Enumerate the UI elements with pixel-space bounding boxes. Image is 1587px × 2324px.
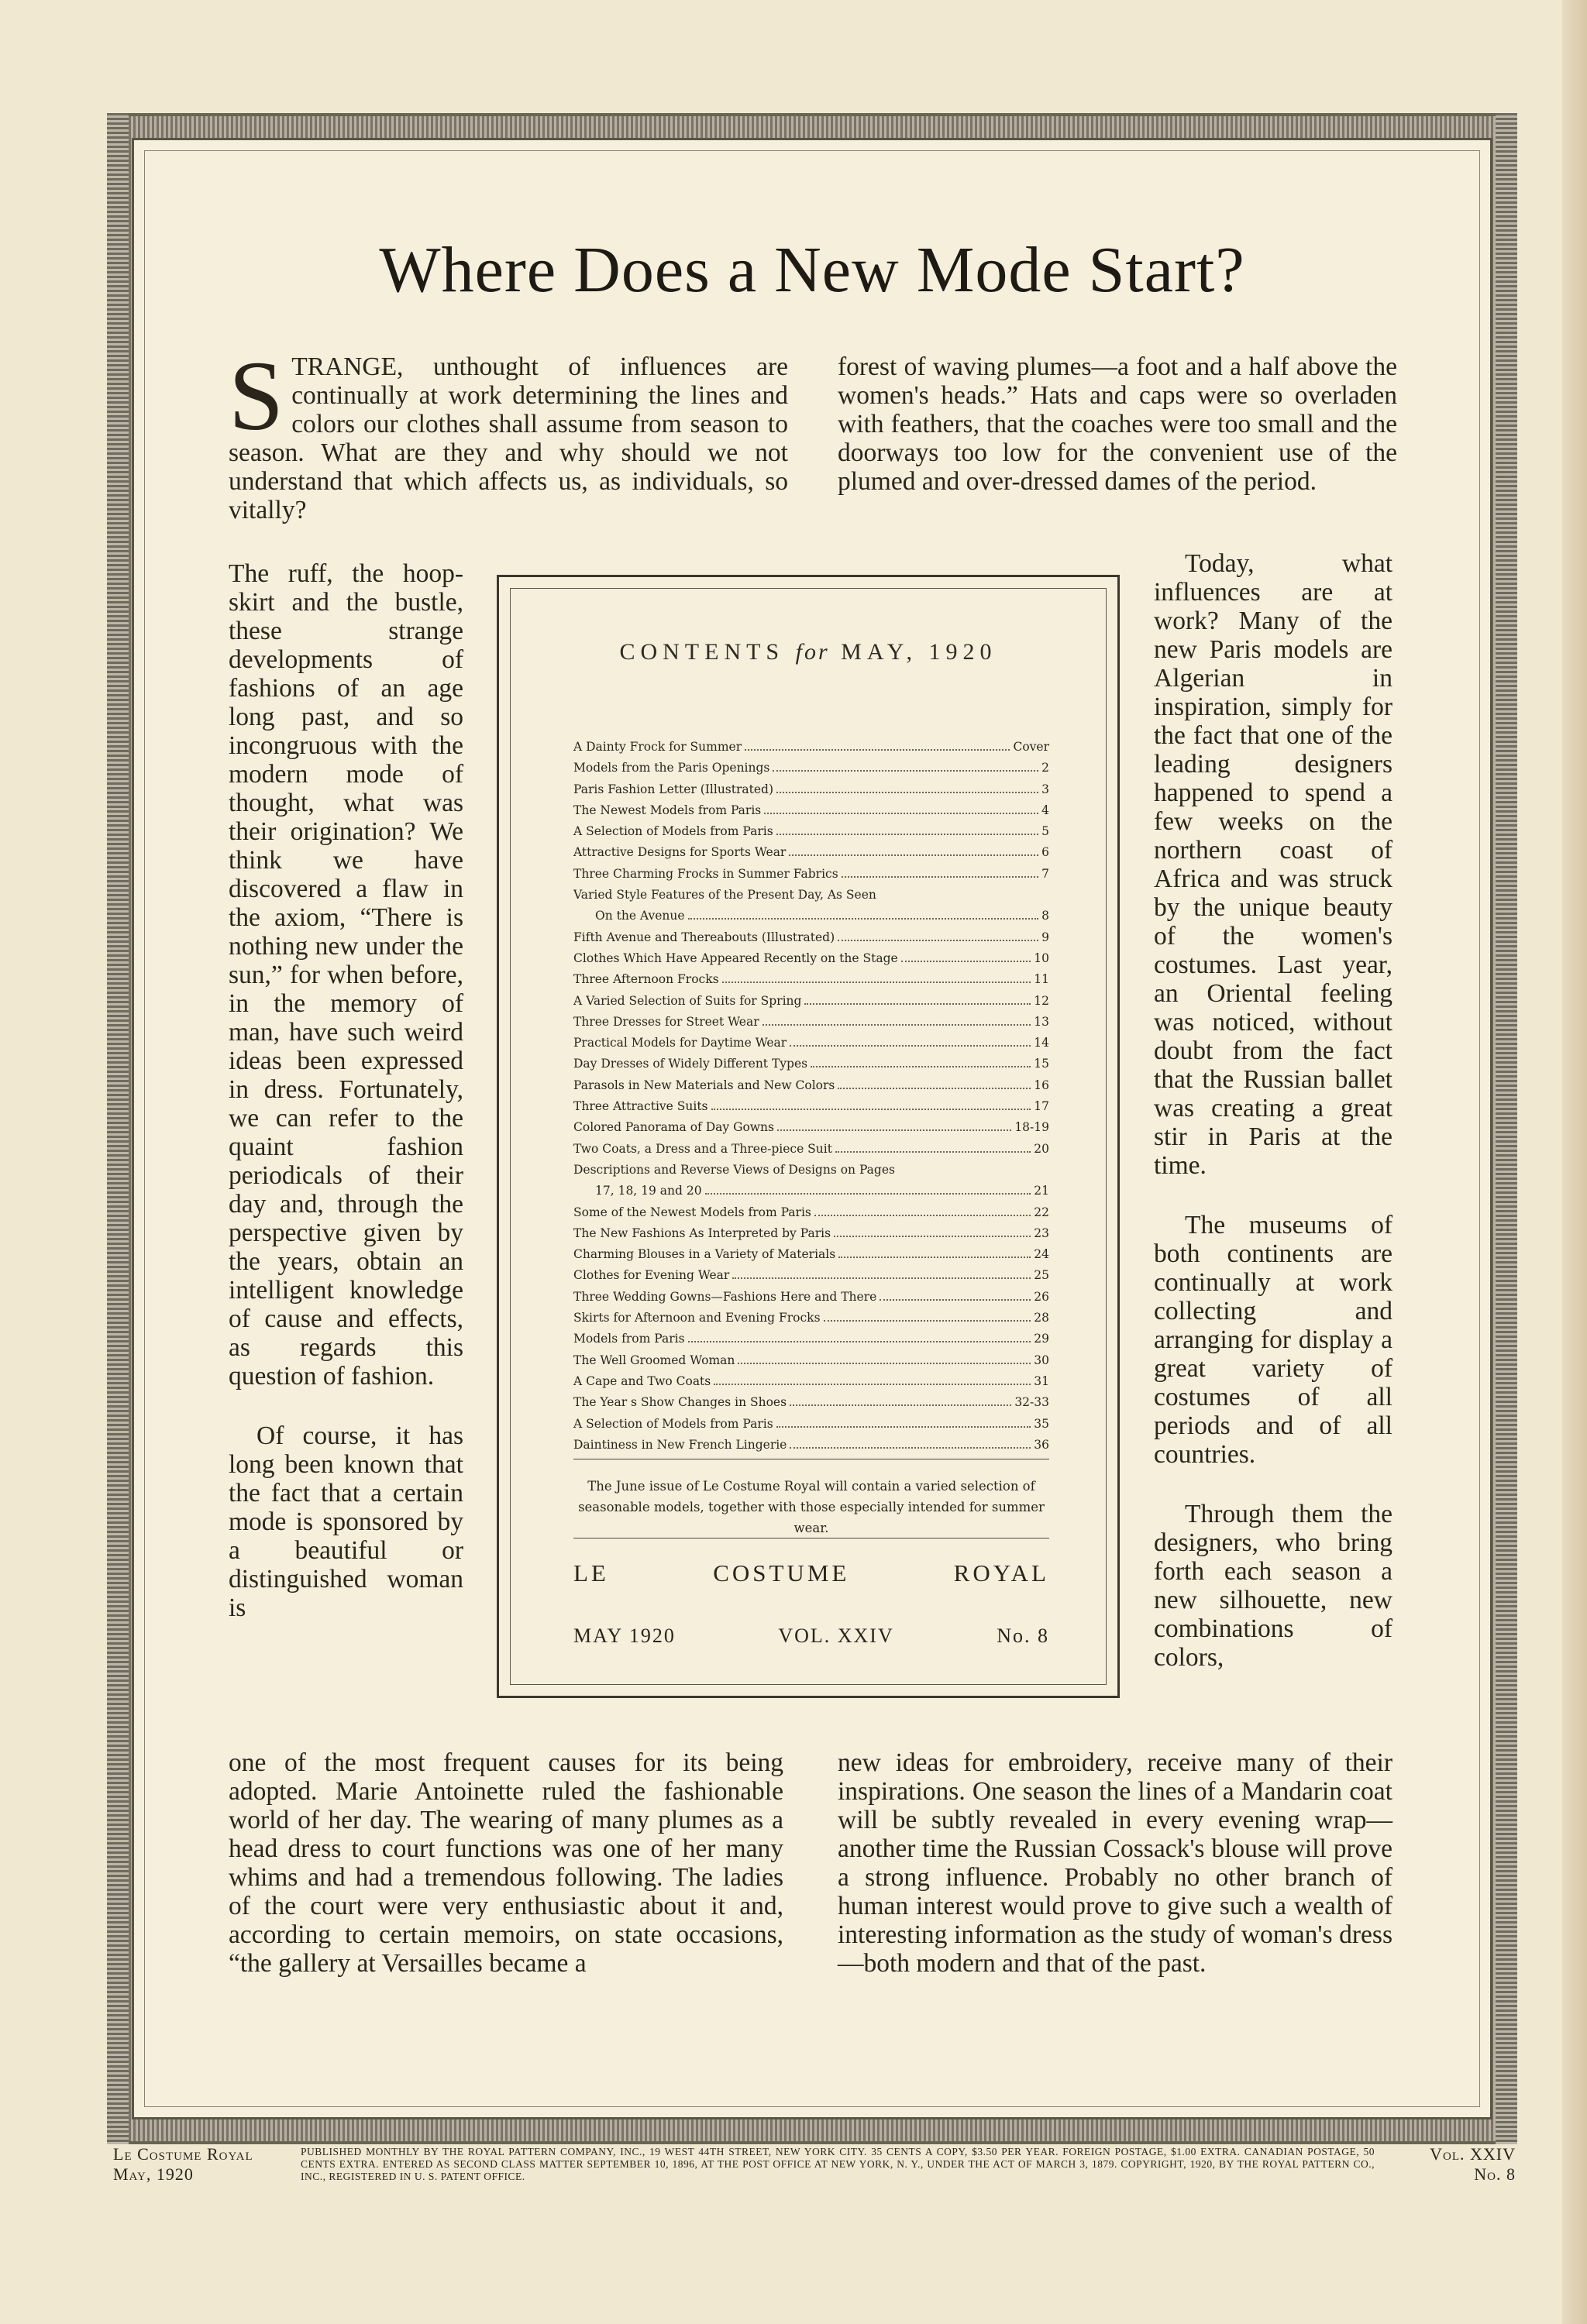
contents-item-title: Varied Style Features of the Present Day, As Seen <box>573 888 876 902</box>
contents-item-page: 25 <box>1034 1268 1049 1283</box>
contents-item-title: The Year s Show Changes in Shoes <box>573 1395 787 1410</box>
footer-date: May, 1920 <box>113 2164 194 2184</box>
contents-item-page: 35 <box>1034 1416 1049 1431</box>
contents-item-page: 4 <box>1041 803 1049 817</box>
contents-item-page: 5 <box>1041 824 1049 839</box>
contents-item <box>573 1353 1049 1374</box>
dot-leader <box>688 1333 1031 1342</box>
contents-item-title-cont: On the Avenue <box>595 909 685 923</box>
contents-item-title: Three Wedding Gowns—Fashions Here and There <box>573 1289 877 1304</box>
contents-item-page: 11 <box>1034 972 1049 987</box>
dot-leader <box>804 995 1031 1005</box>
contents-item-page: 32-33 <box>1014 1395 1049 1410</box>
issue-date: MAY 1920 <box>573 1624 676 1647</box>
dot-leader <box>880 1291 1031 1301</box>
contents-item-page: 20 <box>1034 1141 1049 1156</box>
dot-leader <box>776 1418 1031 1428</box>
dot-leader <box>790 1397 1011 1406</box>
contents-item-title: Practical Models for Daytime Wear <box>573 1036 787 1050</box>
intro-paragraph-right <box>838 352 1397 496</box>
contents-item <box>573 930 1049 951</box>
contents-item <box>573 1120 1049 1141</box>
contents-item-title: Charming Blouses in a Variety of Materials <box>573 1247 836 1262</box>
contents-item-page: 22 <box>1034 1205 1049 1219</box>
contents-item-title: A Selection of Models from Paris <box>573 824 773 839</box>
contents-item <box>573 888 1049 930</box>
contents-item-title: Fifth Avenue and Thereabouts (Illustrated) <box>573 930 835 944</box>
contents-item-title-cont: 17, 18, 19 and 20 <box>595 1184 702 1198</box>
contents-item <box>573 1395 1049 1416</box>
footer-masthead <box>113 2144 253 2185</box>
contents-item-title: Skirts for Afternoon and Evening Frocks <box>573 1311 821 1325</box>
contents-item-title: Three Charming Frocks in Summer Fabrics <box>573 866 838 881</box>
contents-item <box>573 1163 1049 1205</box>
contents-item <box>573 1142 1049 1163</box>
contents-item <box>573 824 1049 845</box>
contents-item <box>573 1268 1049 1289</box>
page-footer <box>0 2144 1587 2229</box>
contents-item-page: 18-19 <box>1014 1120 1049 1135</box>
decorative-border-right <box>1496 113 1517 2144</box>
contents-item-title: The New Fashions As Interpreted by Paris <box>573 1226 831 1240</box>
contents-item-page: 23 <box>1034 1226 1049 1240</box>
issue-volume: VOL. XXIV <box>778 1624 894 1647</box>
brand-word: COSTUME <box>713 1559 850 1587</box>
contents-item-page: 24 <box>1034 1247 1049 1262</box>
contents-item-page: 14 <box>1034 1036 1049 1050</box>
contents-item <box>573 1078 1049 1099</box>
bottom-right-column <box>838 1748 1392 1978</box>
dot-leader <box>835 1143 1031 1153</box>
contents-item <box>573 1099 1049 1120</box>
dot-leader <box>838 932 1038 941</box>
dot-leader <box>901 953 1031 962</box>
issue-number: No. 8 <box>997 1624 1049 1647</box>
contents-item-title: Clothes for Evening Wear <box>573 1268 730 1283</box>
dot-leader <box>824 1312 1031 1322</box>
contents-item-title: The Newest Models from Paris <box>573 803 762 817</box>
contents-item <box>573 994 1049 1015</box>
contents-item <box>573 1015 1049 1036</box>
dot-leader <box>790 1439 1031 1449</box>
right-paragraph-3: Through them the designers, who bring forth each season a new silhouette, new combinations of colors, <box>1154 1500 1392 1672</box>
footer-no: No. 8 <box>1474 2164 1516 2184</box>
contents-item <box>573 782 1049 803</box>
contents-item-page: 7 <box>1041 866 1049 881</box>
dot-leader <box>811 1058 1031 1067</box>
contents-item-page: 31 <box>1034 1373 1049 1388</box>
dot-leader <box>838 1080 1031 1089</box>
contents-heading <box>499 639 1117 665</box>
contents-item-title: Paris Fashion Letter (Illustrated) <box>573 782 774 796</box>
contents-item-page: 16 <box>1034 1078 1049 1092</box>
dot-leader <box>714 1376 1031 1385</box>
dot-leader <box>814 1207 1031 1216</box>
contents-item <box>573 1226 1049 1247</box>
bottom-left-column <box>229 1748 783 1978</box>
contents-item <box>573 972 1049 993</box>
contents-item-title: A Dainty Frock for Summer <box>573 740 742 754</box>
contents-item-page: 26 <box>1034 1289 1049 1304</box>
contents-item-page: 9 <box>1041 930 1049 944</box>
dot-leader <box>842 868 1038 878</box>
dot-leader <box>838 1249 1031 1258</box>
bottom-left-text: one of the most frequent causes for its being adopted. Marie Antoinette ruled the fashionable world of her day. The wearing of many plumes as a head dress to court functions was one of her many whims and had a tremendous following. The ladies of the court were very enthusiastic about it and, according to certain memoirs, on state occasions, “the gallery at Versailles became a <box>229 1748 783 1978</box>
contents-item-page: 3 <box>1041 782 1049 796</box>
dot-leader <box>777 1122 1011 1131</box>
page-spine <box>1562 0 1587 2324</box>
bottom-right-text: new ideas for embroidery, receive many of their inspirations. One season the lines of a Mandarin coat will be subtly revealed in every evening wrap—another time the Russian Cossack's blouse will prove a strong influence. Probably no other branch of human interest would prove to give such a wealth of interesting information as the study of woman's dress—both modern and that of the past. <box>838 1748 1392 1978</box>
contents-item-title: Daintiness in New French Lingerie <box>573 1437 787 1452</box>
contents-item-page: 17 <box>1034 1099 1049 1114</box>
footer-volume <box>1430 2144 1516 2185</box>
contents-item <box>573 1247 1049 1268</box>
dot-leader <box>732 1270 1031 1279</box>
publisher-notice: PUBLISHED MONTHLY BY THE ROYAL PATTERN COMPANY, INC., 19 WEST 44TH STREET, NEW YORK CITY. 35 CENTS A COPY, $3.50 PER YEAR. FOREIGN POSTAGE, $1.00 EXTRA. CANADIAN POSTAGE, 50 CENTS EXTRA. ENTERED AS SECOND CLASS MATTER SEPTEMBER 10, 1896, AT THE POST OFFICE AT NEW YORK, N. Y., UNDER THE ACT OF MARCH 3, 1879. COPYRIGHT, 1920, BY THE ROYAL PATTERN CO., INC., REGISTERED IN U. S. PATENT OFFICE. <box>301 2146 1375 2182</box>
dot-leader <box>764 805 1038 814</box>
contents-item-title: Three Afternoon Frocks <box>573 972 719 987</box>
contents-item-title: A Varied Selection of Suits for Spring <box>573 993 802 1008</box>
contents-item-title: Day Dresses of Widely Different Types <box>573 1057 808 1071</box>
contents-item <box>573 867 1049 888</box>
contents-item <box>573 803 1049 824</box>
contents-item <box>573 1205 1049 1226</box>
dot-leader <box>705 1185 1031 1195</box>
dot-leader <box>688 910 1039 920</box>
intro-right-text: forest of waving plumes—a foot and a half above the women's heads.” Hats and caps were so overladen with feathers, that the coaches were too small and the doorways too low for the convenient use of the plumed and over-dressed dames of the period. <box>838 352 1397 496</box>
contents-item-page: 12 <box>1034 993 1049 1008</box>
brand-word: ROYAL <box>953 1559 1049 1587</box>
contents-item-page: 2 <box>1041 761 1049 775</box>
contents-item <box>573 761 1049 782</box>
dot-leader <box>834 1228 1031 1237</box>
contents-item-title: A Cape and Two Coats <box>573 1373 711 1388</box>
dot-leader <box>790 1037 1031 1047</box>
contents-item-page: 13 <box>1034 1014 1049 1029</box>
article-title: Where Does a New Mode Start? <box>379 234 1245 306</box>
contents-item-title: Attractive Designs for Sports Wear <box>573 845 787 860</box>
contents-item <box>573 1374 1049 1395</box>
issue-info <box>573 1624 1049 1648</box>
contents-item-page: 29 <box>1034 1332 1049 1346</box>
contents-item-page: 8 <box>1041 909 1049 923</box>
contents-item-page: 36 <box>1034 1437 1049 1452</box>
left-paragraph-2: Of course, it has long been known that the fact that a certain mode is sponsored by a beautiful or distinguished woman is <box>229 1422 463 1622</box>
contents-item-title: Clothes Which Have Appeared Recently on the Stage <box>573 951 898 965</box>
contents-item-title: Colored Panorama of Day Gowns <box>573 1120 774 1135</box>
contents-item-page: 10 <box>1034 951 1049 965</box>
contents-item <box>573 845 1049 866</box>
left-column <box>229 559 463 1622</box>
next-issue-note: The June issue of Le Costume Royal will contain a varied selection of seasonable models, together with those especially intended for summer wear. <box>578 1479 1045 1535</box>
contents-item-title: The Well Groomed Woman <box>573 1353 735 1367</box>
contents-item-title: Three Attractive Suits <box>573 1099 708 1114</box>
contents-item <box>573 1438 1049 1459</box>
contents-item-page: 28 <box>1034 1311 1049 1325</box>
contents-item-page: Cover <box>1013 740 1049 754</box>
right-column <box>1154 549 1392 1672</box>
intro-text: TRANGE, unthought of influences are continually at work determining the lines and colors our clothes shall assume from season to season. What are they and why should we not understand that which affects us, as individuals, so vitally? <box>229 352 788 524</box>
dot-leader <box>776 826 1038 835</box>
dot-leader <box>776 784 1038 793</box>
dot-leader <box>738 1355 1031 1364</box>
dot-leader <box>773 762 1038 772</box>
contents-item <box>573 1057 1049 1078</box>
magazine-name <box>573 1559 1049 1587</box>
footer-vol: Vol. XXIV <box>1430 2144 1516 2164</box>
contents-item-page: 21 <box>1034 1184 1049 1198</box>
contents-for: for <box>795 639 830 665</box>
dot-leader <box>745 741 1010 751</box>
contents-item <box>573 1332 1049 1353</box>
dot-leader <box>763 1016 1031 1026</box>
contents-box <box>497 575 1120 1698</box>
contents-item-title: Models from the Paris Openings <box>573 761 770 775</box>
contents-item <box>573 951 1049 972</box>
contents-item-page: 30 <box>1034 1353 1049 1367</box>
left-paragraph-1: The ruff, the hoop-skirt and the bustle, these strange developments of fashions of an age long past, and so incongruous with the modern mode of thought, what was their origination? We think we have discovered a flaw in the axiom, “There is nothing new under the sun,” for when before, in the memory of man, have such weird ideas been expressed in dress. Fortunately, we can refer to the quaint fashion periodicals of their day and, through the perspective given by the years, obtain an intelligent knowledge of cause and effects, as regards this question of fashion. <box>229 559 463 1391</box>
contents-item-title: Three Dresses for Street Wear <box>573 1014 759 1029</box>
decorative-border-left <box>107 113 129 2144</box>
contents-item-title: Parasols in New Materials and New Colors <box>573 1078 835 1092</box>
contents-item <box>573 1036 1049 1057</box>
brand-word: LE <box>573 1559 609 1587</box>
contents-item-title: A Selection of Models from Paris <box>573 1416 773 1431</box>
contents-item <box>573 740 1049 761</box>
contents-item-title: Models from Paris <box>573 1332 685 1346</box>
contents-item-title: Two Coats, a Dress and a Three-piece Suit <box>573 1141 832 1156</box>
contents-item <box>573 1290 1049 1311</box>
contents-item-page: 6 <box>1041 845 1049 860</box>
drop-cap: S <box>229 341 284 451</box>
right-paragraph-1: Today, what influences are at work? Many of the new Paris models are Algerian in inspiration, simply for the fact that one of the leading designers happened to spend a few weeks on the northern coast of Africa and was struck by the unique beauty of the women's costumes. Last year, an Oriental feeling was noticed, without doubt from the fact that the Russian ballet was creating a great stir in Paris at the time. <box>1154 549 1392 1180</box>
right-paragraph-2: The museums of both continents are continually at work collecting and arranging for display a great variety of costumes of all periods and of all countries. <box>1154 1211 1392 1469</box>
contents-list <box>573 740 1049 1459</box>
contents-item-title: Some of the Newest Models from Paris <box>573 1205 811 1219</box>
contents-item-page: 15 <box>1034 1057 1049 1071</box>
dot-leader <box>711 1101 1031 1110</box>
intro-paragraph-left <box>229 341 788 524</box>
contents-item <box>573 1417 1049 1438</box>
contents-label: CONTENTS <box>619 639 785 665</box>
contents-date: MAY, 1920 <box>841 639 997 665</box>
contents-item <box>573 1311 1049 1332</box>
contents-item-title: Descriptions and Reverse Views of Designs on Pages <box>573 1162 895 1177</box>
dot-leader <box>789 847 1038 856</box>
dot-leader <box>722 974 1031 983</box>
footer-title: Le Costume Royal <box>113 2144 253 2164</box>
